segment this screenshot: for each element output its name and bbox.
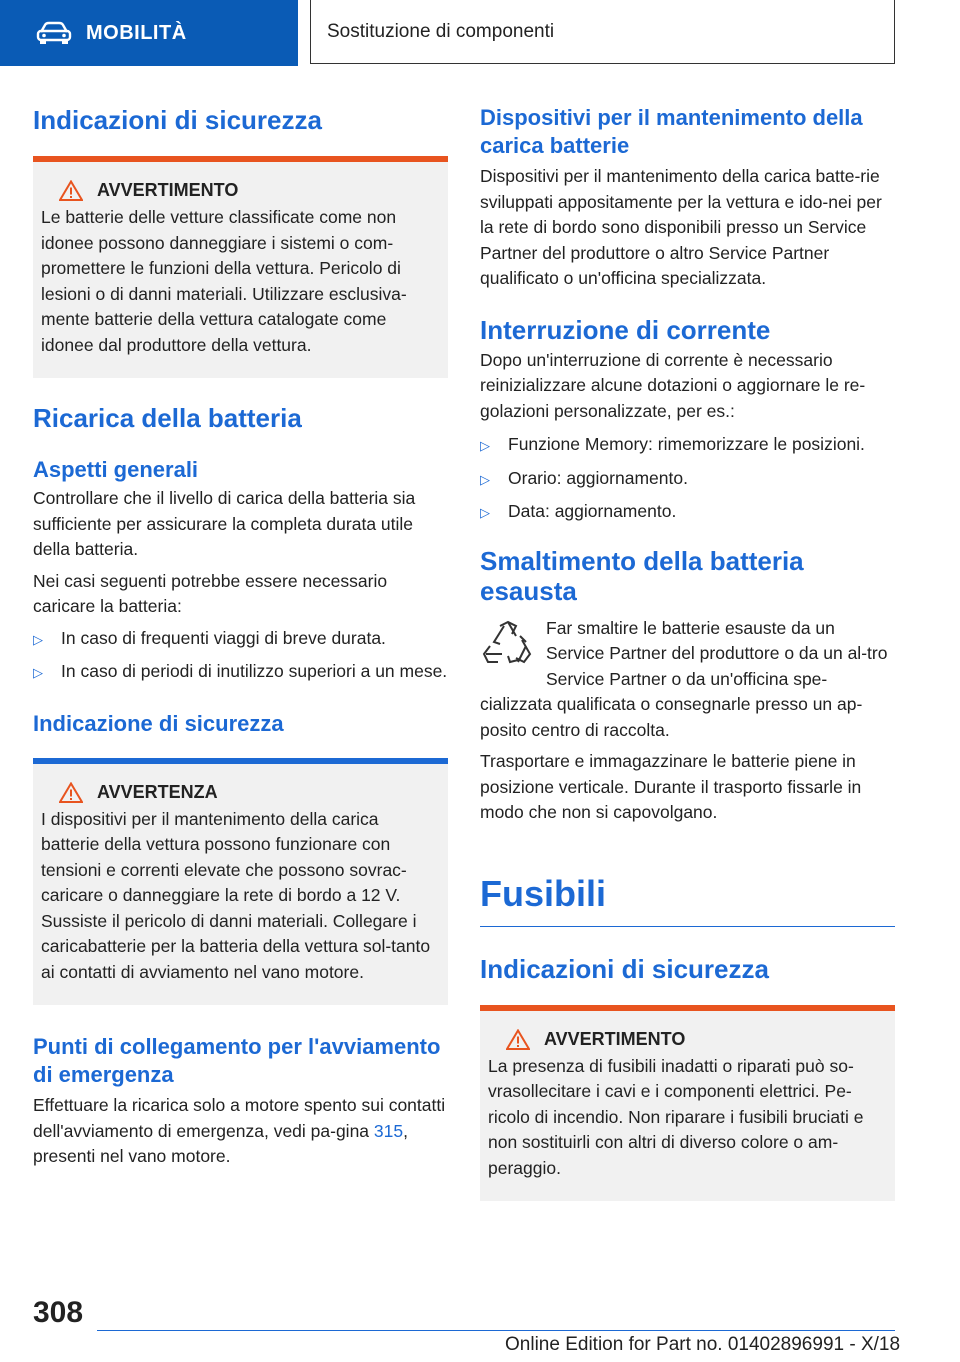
page-link[interactable]: 315 bbox=[373, 1120, 404, 1141]
footer-edition: Online Edition for Part no. 01402896991 - X/18 bbox=[505, 1334, 901, 1355]
list-item bbox=[33, 659, 448, 686]
heading-indicazioni-sicurezza: Indicazioni di sicurezza bbox=[33, 105, 322, 135]
paragraph-dispositivi: Dispositivi per il mantenimento della carica batte-rie sviluppati appositamente per la vettura e ido-nei per la rete di bordo sono disponibili presso un Service Partner del produttore o altro Service Partner qualificato o un'officina specializzata. bbox=[480, 166, 882, 288]
car-icon bbox=[36, 21, 72, 45]
warning-title: AVVERTIMENTO bbox=[97, 180, 239, 200]
warning-title: AVVERTIMENTO bbox=[544, 1028, 686, 1049]
heading-aspetti: Aspetti generali bbox=[33, 457, 199, 482]
page-number: 308 bbox=[33, 1296, 84, 1329]
list-item-text: In caso di periodi di inutilizzo superiori a un mese. bbox=[61, 661, 448, 681]
heading-ricarica: Ricarica della batteria bbox=[33, 403, 302, 433]
heading-indicazioni-sicurezza-2: Indicazioni di sicurezza bbox=[480, 953, 769, 984]
paragraph-text: , presenti nel vano motore. bbox=[33, 1120, 408, 1166]
triangle-bullet-icon: ▷ bbox=[480, 471, 490, 487]
list-item-text: Data: aggiornamento. bbox=[508, 501, 677, 521]
list-item bbox=[33, 626, 448, 653]
list-item-text: Funzione Memory: rimemorizzare le posizioni. bbox=[508, 434, 865, 454]
warning-box-3 bbox=[480, 1005, 895, 1202]
warning-triangle-icon bbox=[59, 180, 83, 201]
triangle-bullet-icon: ▷ bbox=[33, 631, 43, 647]
list-item-text: In caso di frequenti viaggi di breve durata. bbox=[61, 627, 386, 648]
left-column bbox=[33, 100, 448, 1170]
recycle-icon bbox=[482, 620, 534, 668]
warning-triangle-icon bbox=[59, 782, 83, 803]
triangle-bullet-icon: ▷ bbox=[33, 665, 43, 680]
paragraph-interruzione: Dopo un'interruzione di corrente è necessario reinizializzare alcune dotazioni o aggiornare le re-golazioni personalizzate, per es.: bbox=[480, 349, 866, 421]
list-item bbox=[480, 466, 895, 493]
heading-smaltimento: Smaltimento della batteria esausta bbox=[480, 545, 804, 606]
list-item bbox=[480, 499, 895, 526]
heading-interruzione: Interruzione di corrente bbox=[480, 314, 771, 345]
heading-fusibili: Fusibili bbox=[480, 872, 606, 914]
footer-divider bbox=[97, 1330, 895, 1331]
list-item-text: Orario: aggiornamento. bbox=[508, 467, 688, 488]
paragraph-effettuare bbox=[33, 1093, 448, 1170]
heading-punti: Punti di collegamento per l'avviamento di emergenza bbox=[33, 1034, 441, 1087]
warning-text: La presenza di fusibili inadatti o riparati può so-vrasollecitare i cavi e i componenti elettrici. Pe-ricolo di incendio. Non riparare i fusibili bruciati e non sostituirli con altri di diverso colore o am-peraggio. bbox=[488, 1055, 864, 1178]
paragraph-text: Effettuare la ricarica solo a motore spento sui contatti dell'avviamento di emergenza, vedi pa-gina bbox=[33, 1095, 446, 1141]
section-label: MOBILITÀ bbox=[86, 21, 187, 44]
triangle-bullet-icon: ▷ bbox=[480, 505, 490, 520]
paragraph-nei-casi: Nei casi seguenti potrebbe essere necessario caricare la batteria: bbox=[33, 570, 388, 616]
warning-box-1 bbox=[33, 156, 448, 378]
section-tab[interactable] bbox=[0, 0, 298, 66]
divider bbox=[480, 926, 895, 927]
warning-title-row bbox=[488, 1029, 887, 1050]
heading-indicazione: Indicazione di sicurezza bbox=[33, 710, 284, 736]
warning-title: AVVERTENZA bbox=[97, 781, 218, 802]
heading-dispositivi: Dispositivi per il mantenimento della carica batterie bbox=[480, 105, 863, 158]
list-item bbox=[480, 432, 895, 459]
paragraph-trasportare: Trasportare e immagazzinare le batterie piene in posizione verticale. Durante il trasporto fissarle in modo che non si capovolgano. bbox=[480, 751, 862, 822]
warning-box-2 bbox=[33, 758, 448, 1006]
warning-title-row bbox=[41, 180, 440, 201]
chapter-title: Sostituzione di componenti bbox=[310, 0, 895, 64]
recycle-block bbox=[480, 616, 895, 744]
warning-triangle-icon bbox=[506, 1029, 530, 1050]
warning-text: I dispositivi per il mantenimento della carica batterie della vettura possono funzionare con tensioni e correnti elevate che possono sovrac-caricare o danneggiare la rete di bordo a 12 V. Sussiste il pericolo di danni materiali. Collegare i caricabatterie per la batteria della vettura sol-tanto ai contatti di avviamento nel vano motore. bbox=[41, 808, 431, 982]
paragraph-controllare: Controllare che il livello di carica della batteria sia sufficiente per assicurare la completa durata utile della batteria. bbox=[33, 488, 416, 559]
paragraph-smaltimento: Far smaltire le batterie esauste da un Service Partner del produttore o da un al-tro Service Partner o da un'officina spe-cializzata qualificata o consegnarle presso un ap-posito centro di raccolta. bbox=[480, 617, 888, 740]
right-column bbox=[480, 100, 895, 1201]
warning-title-row bbox=[41, 782, 440, 803]
triangle-bullet-icon: ▷ bbox=[480, 438, 490, 453]
warning-text: Le batterie delle vetture classificate come non idonee possono danneggiare i sistemi o com-promettere le funzioni della vettura. Pericolo di lesioni o di danni materiali. Utilizzare esclusiva-mente batterie della vettura catalogate come idonee dal produttore della vettura. bbox=[41, 207, 407, 355]
